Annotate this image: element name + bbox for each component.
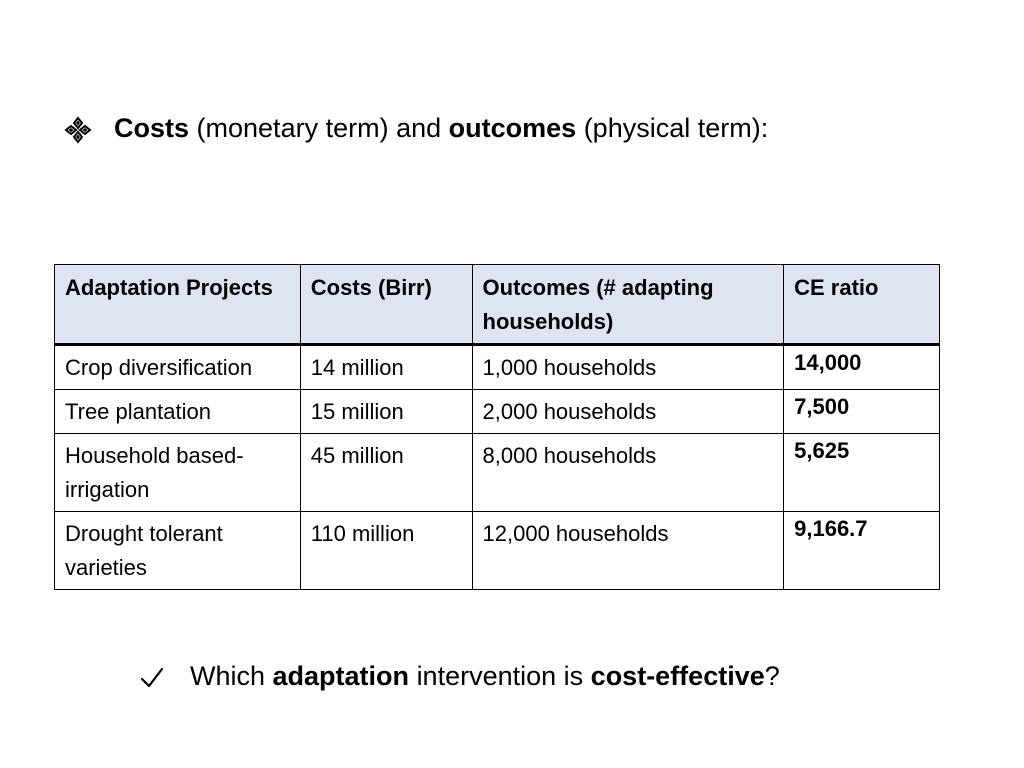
outcome-cell: 12,000 households [472, 512, 784, 590]
header-costs: Costs (Birr) [300, 265, 472, 345]
table-row [55, 345, 940, 390]
cost-cell: 14 million [300, 345, 472, 390]
table-row [55, 390, 940, 434]
checkmark-icon [140, 667, 166, 689]
heading [64, 112, 768, 144]
outcome-cell: 1,000 households [472, 345, 784, 390]
ce-ratio-cell: 9,166.7 [784, 512, 940, 590]
ce-ratio-cell: 5,625 [784, 434, 940, 512]
cost-cell: 110 million [300, 512, 472, 590]
outcomes-term: outcomes [448, 113, 577, 143]
question-mark: ? [764, 661, 780, 691]
header-outcomes: Outcomes (# adapting households) [472, 265, 784, 345]
header-ce-ratio: CE ratio [784, 265, 940, 345]
costs-term: Costs [114, 113, 190, 143]
ce-ratio-cell: 7,500 [784, 390, 940, 434]
cost-cell: 45 million [300, 434, 472, 512]
question-intervention: intervention is [416, 661, 584, 691]
table-header-row [55, 265, 940, 345]
project-cell: Crop diversification [55, 345, 301, 390]
question-which: Which [190, 661, 266, 691]
question-cost-effective: cost-effective [590, 661, 765, 691]
outcome-cell: 2,000 households [472, 390, 784, 434]
outcomes-desc: (physical term): [583, 113, 769, 143]
ce-ratio-cell: 14,000 [784, 345, 940, 390]
table-row [55, 434, 940, 512]
costs-desc: (monetary term) and [196, 113, 442, 143]
project-cell: Drought tolerant varieties [55, 512, 301, 590]
ce-ratio-table [54, 264, 940, 590]
header-adaptation-projects: Adaptation Projects [55, 265, 301, 345]
question [140, 660, 780, 692]
outcome-cell: 8,000 households [472, 434, 784, 512]
question-adaptation: adaptation [272, 661, 410, 691]
diamond-bullet-icon [64, 116, 94, 144]
table-row [55, 512, 940, 590]
project-cell: Tree plantation [55, 390, 301, 434]
project-cell: Household based-irrigation [55, 434, 301, 512]
cost-cell: 15 million [300, 390, 472, 434]
